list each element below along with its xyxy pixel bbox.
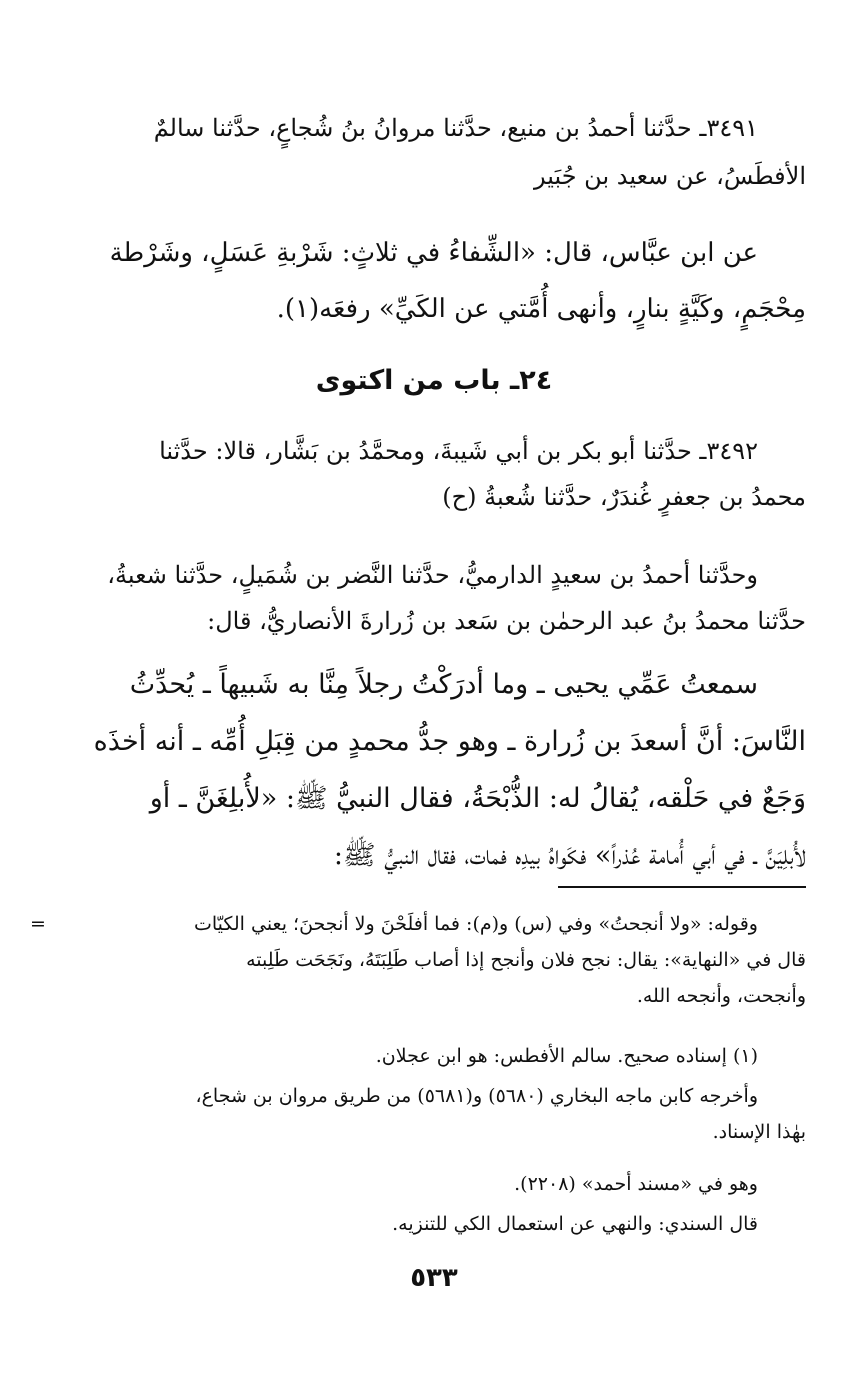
page-number: ٥٣٣ [410, 1263, 458, 1293]
hadith-3492-isnad-2 [66, 552, 806, 644]
text-line: النَّاسَ: أنَّ أسعدَ بن زُرارة ـ وهو جدُّ محمدٍ من قِبَلِ أُمِّه ـ أنه أخذَه [93, 726, 806, 757]
hadith-3492-matn [66, 656, 806, 884]
footnote-line: وهو في «مسند أحمد» (٢٢٠٨). [514, 1173, 758, 1195]
text-line: ٣٤٩١ـ حدَّثنا أحمدُ بن منيع، حدَّثنا مروانُ بنُ شُجاعٍ، حدَّثنا سالمٌ [153, 114, 758, 142]
footnote-line: وقوله: «ولا أنجحتُ» وفي (س) و(م): فما أفلَحْنَ ولا أنجحنَ؛ يعني الكيّات [193, 913, 758, 935]
footnote-line: قال السندي: والنهي عن استعمال الكي للتنزيه. [392, 1213, 758, 1235]
hadith-3492-isnad-1 [66, 428, 806, 520]
footnote-line: وأخرجه كابن ماجه البخاري (٥٦٨٠) و(٥٦٨١) من طريق مروان بن شجاع، [195, 1085, 758, 1107]
footnote-1-musnad [66, 1166, 806, 1202]
footnote-1-sindi [66, 1206, 806, 1242]
text-line: ٣٤٩٢ـ حدَّثنا أبو بكر بن أبي شَيبةَ، ومحمَّدُ بن بَشَّار، قالا: حدَّثنا [159, 437, 758, 465]
footnote-line: بهٰذا الإسناد. [712, 1121, 806, 1143]
chapter-heading: ٢٤ـ باب من اكتوى [315, 365, 553, 396]
hadith-3491-matn [66, 225, 806, 337]
hadith-3491-isnad [66, 104, 806, 200]
footnote-1 [66, 1038, 806, 1074]
footnote-continuation [30, 906, 806, 1014]
text-line: سمعتُ عَمِّي يحيى ـ وما أدرَكْتُ رجلاً مِنَّا به شَبيهاً ـ يُحدِّثُ [129, 669, 758, 700]
text-line: وحدَّثنا أحمدُ بن سعيدٍ الدارميُّ، حدَّثنا النَّضر بن شُمَيلٍ، حدَّثنا شعبةُ، [107, 561, 758, 589]
text-line: مِحْجَمٍ، وكَيَّةٍ بنارٍ، وأنهى أُمَّتي عن الكَيِّ» رفعَه(١). [276, 294, 806, 324]
text-line: حدَّثنا محمدُ بنُ عبد الرحمٰن بن سَعد بن زُرارةَ الأنصاريُّ، قال: [207, 607, 806, 635]
footnote-line: (١) إسناده صحيح. سالم الأفطس: هو ابن عجلان. [375, 1045, 758, 1067]
footnote-line: قال في «النهاية»: يقال: نجح فلان وأنجح إذا أصاب طَلِبَتَهُ، ونَجَحَت طَلِبته [246, 949, 806, 971]
footnote-1-takhrij [66, 1078, 806, 1150]
text-line: وَجَعٌ في حَلْقه، يُقالُ له: الذُّبْحَةُ، فقال النبيُّ ﷺ: «لأُبلِغَنَّ ـ أو [149, 783, 806, 814]
text-line: محمدُ بن جعفرٍ غُندَرٌ، حدَّثنا شُعبةُ (ح) [442, 483, 806, 511]
footnote-separator [558, 886, 806, 888]
footnote-line: وأنجحت، وأنجحه الله. [636, 985, 806, 1007]
text-line: عن ابن عبَّاس، قال: «الشِّفاءُ في ثلاثٍ: شَرْبةِ عَسَلٍ، وشَرْطة [109, 238, 758, 268]
text-line: الأفطَسُ، عن سعيد بن جُبَير [533, 162, 806, 190]
continuation-marker: = [30, 913, 46, 935]
text-line: لأُبلِيَنَّ ـ في أبي أُمامة عُذراً» فكَواهُ بيدِه فمات، فقال النبيُّ ﷺ: [333, 840, 806, 871]
